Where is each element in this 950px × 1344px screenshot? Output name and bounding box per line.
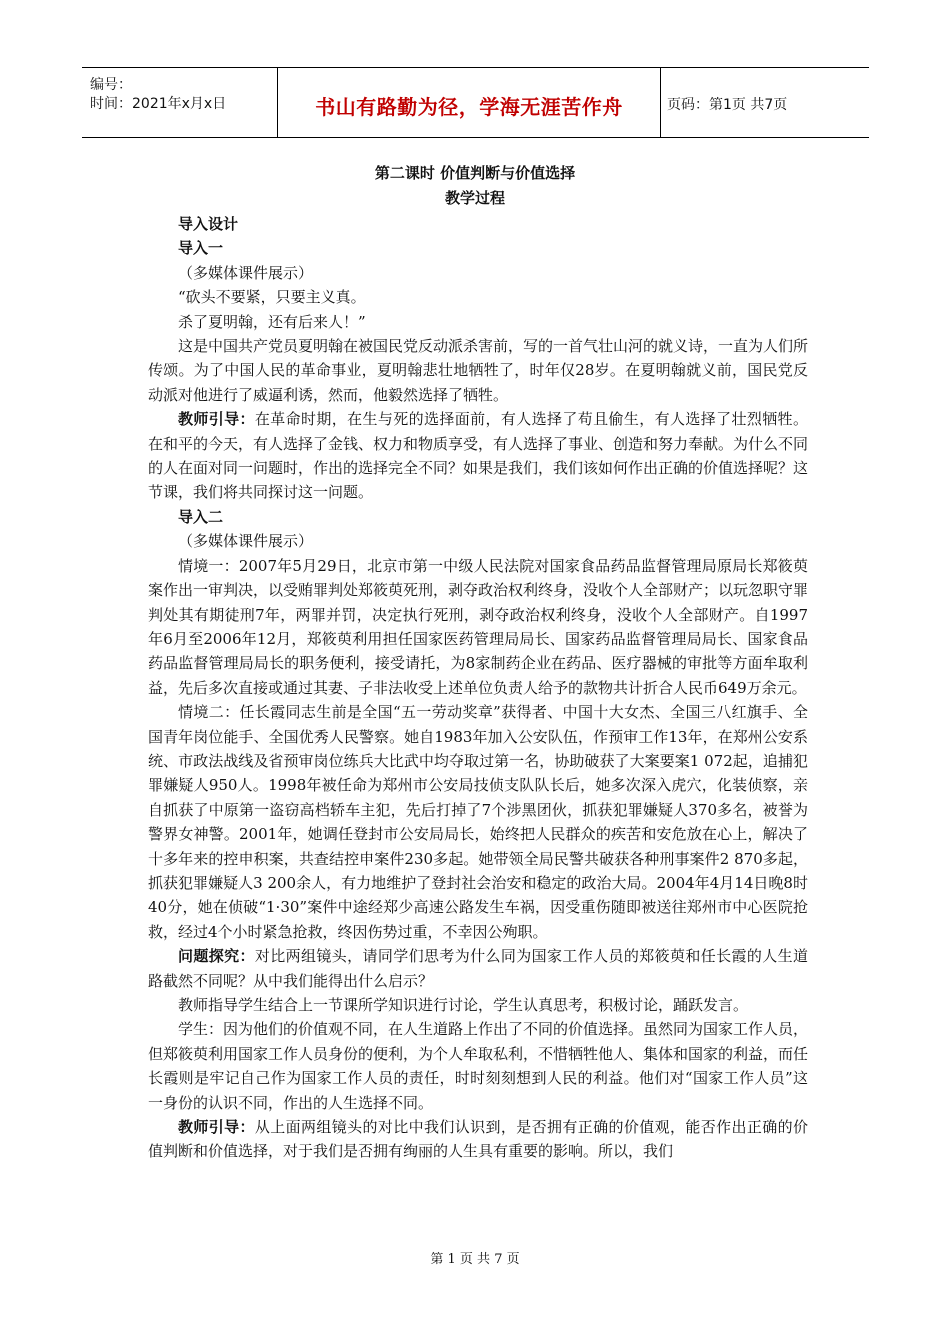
paragraph: （多媒体课件展示） bbox=[178, 532, 314, 551]
number-label: 编号： bbox=[90, 77, 132, 93]
teacher-guide-label: 教师引导： bbox=[178, 1118, 255, 1137]
lesson-title: 第二课时 价值判断与价值选择 bbox=[374, 164, 576, 182]
header-left-cell bbox=[82, 68, 277, 137]
time-label: 时间：2021年x月x日 bbox=[90, 96, 227, 112]
paragraph: “砍头不要紧，只要主义真。 bbox=[178, 288, 366, 307]
document-body bbox=[148, 212, 808, 1164]
paragraph-text: 对比两组镜头，请同学们思考为什么同为国家工作人员的郑筱萸和任长霞的人生道路截然不同呢？从中我们能得出什么启示？ bbox=[148, 947, 808, 990]
paragraph: 学生：因为他们的价值观不同，在人生道路上作出了不同的价值选择。虽然同为国家工作人员，但郑筱萸利用国家工作人员身份的便利，为个人牟取私利，不惜牺牲他人、集体和国家的利益，而任长霞则是牢记自己作为国家工作人员的责任，时时刻刻想到人民的利益。他们对“国家工作人员”这一身份的认识不同，作出的人生选择不同。 bbox=[148, 1020, 809, 1112]
motto: 书山有路勤为径，学海无涯苦作舟 bbox=[315, 95, 623, 119]
paragraph: 情境二：任长霞同志生前是全国“五一劳动奖章”获得者、中国十大女杰、全国三八红旗手、全国青年岗位能手、全国优秀人民警察。她自1983年加入公安队伍，作预审工作13年，在郑州公安系统、市政法战线及省预审岗位练兵大比武中均夺取过第一名，协助破获了大案要案1 072起，追捕犯罪嫌疑人950人。1998年被任命为郑州市公安局技侦支队队长后，她多次深入虎穴，化装侦察，亲自抓获了中原第一盗窃高档轿车主犯，先后打掉了7个涉黑团伙，抓获犯罪嫌疑人370多名，被誉为警界女神警。2001年，她调任登封市公安局局长，始终把人民群众的疾苦和安危放在心上，解决了十多年来的控申积案，共查结控申案件230多起。她带领全局民警共破获各种刑事案件2 870多起，抓获犯罪嫌疑人3 200余人，有力地维护了登封社会治安和稳定的政治大局。2004年4月14日晚8时40分，她在侦破“1·30”案件中途经郑少高速公路发生车祸，因受重伤随即被送往郑州市中心医院抢救，经过4个小时紧急抢救，终因伤势过重，不幸因公殉职。 bbox=[148, 703, 808, 941]
heading-intro-two: 导入二 bbox=[178, 507, 224, 526]
paragraph bbox=[148, 1115, 808, 1164]
heading-intro-one: 导入一 bbox=[178, 239, 224, 258]
paragraph: （多媒体课件展示） bbox=[178, 263, 314, 282]
teacher-guide-label: 教师引导： bbox=[178, 410, 255, 429]
paragraph bbox=[148, 407, 808, 505]
paragraph-text: 在革命时期，在生与死的选择面前，有人选择了苟且偷生，有人选择了壮烈牺牲。在和平的今天，有人选择了金钱、权力和物质享受，有人选择了事业、创造和努力奉献。为什么不同的人在面对同一问题时，作出的选择完全不同？如果是我们，我们该如何作出正确的价值选择呢？这节课，我们将共同探讨这一问题。 bbox=[148, 410, 809, 502]
paragraph: 杀了夏明翰，还有后来人！” bbox=[178, 312, 366, 331]
paragraph-text: 从上面两组镜头的对比中我们认识到，是否拥有正确的价值观，能否作出正确的价值判断和价值选择，对于我们是否拥有绚丽的人生具有重要的影响。所以，我们 bbox=[148, 1118, 808, 1161]
heading-intro-design: 导入设计 bbox=[178, 215, 239, 233]
section-title: 教学过程 bbox=[444, 189, 505, 207]
paragraph: 教师指导学生结合上一节课所学知识进行讨论，学生认真思考，积极讨论，踊跃发言。 bbox=[178, 996, 749, 1014]
question-label: 问题探究： bbox=[178, 947, 255, 966]
paragraph bbox=[148, 944, 808, 993]
header-table bbox=[82, 67, 869, 138]
page-code: 页码：第1页 共7页 bbox=[667, 97, 788, 113]
header-right-cell bbox=[659, 68, 869, 137]
paragraph: 这是中国共产党员夏明翰在被国民党反动派杀害前，写的一首气壮山河的就义诗，一直为人们所传颂。为了中国人民的革命事业，夏明翰悲壮地牺牲了，时年仅28岁。在夏明翰就义前，国民党反动派对他进行了威逼利诱，然而，他毅然选择了牺牲。 bbox=[148, 337, 809, 404]
header-motto-cell bbox=[277, 68, 661, 137]
paragraph: 情境一：2007年5月29日，北京市第一中级人民法院对国家食品药品监督管理局原局长郑筱萸案作出一审判决，以受贿罪判处郑筱萸死刑，剥夺政治权利终身，没收个人全部财产；以玩忽职守罪判处其有期徒刑7年，两罪并罚，决定执行死刑，剥夺政治权利终身，没收个人全部财产。自1997年6月至2006年12月，郑筱萸利用担任国家医药管理局局长、国家药品监督管理局局长、国家食品药品监督管理局局长的职务便利，接受请托，为8家制药企业在药品、医疗器械的审批等方面牟取利益，先后多次直接或通过其妻、子非法收受上述单位负责人给予的款物共计折合人民币649万余元。 bbox=[148, 556, 809, 697]
page-footer: 第 1 页 共 7 页 bbox=[430, 1252, 520, 1267]
